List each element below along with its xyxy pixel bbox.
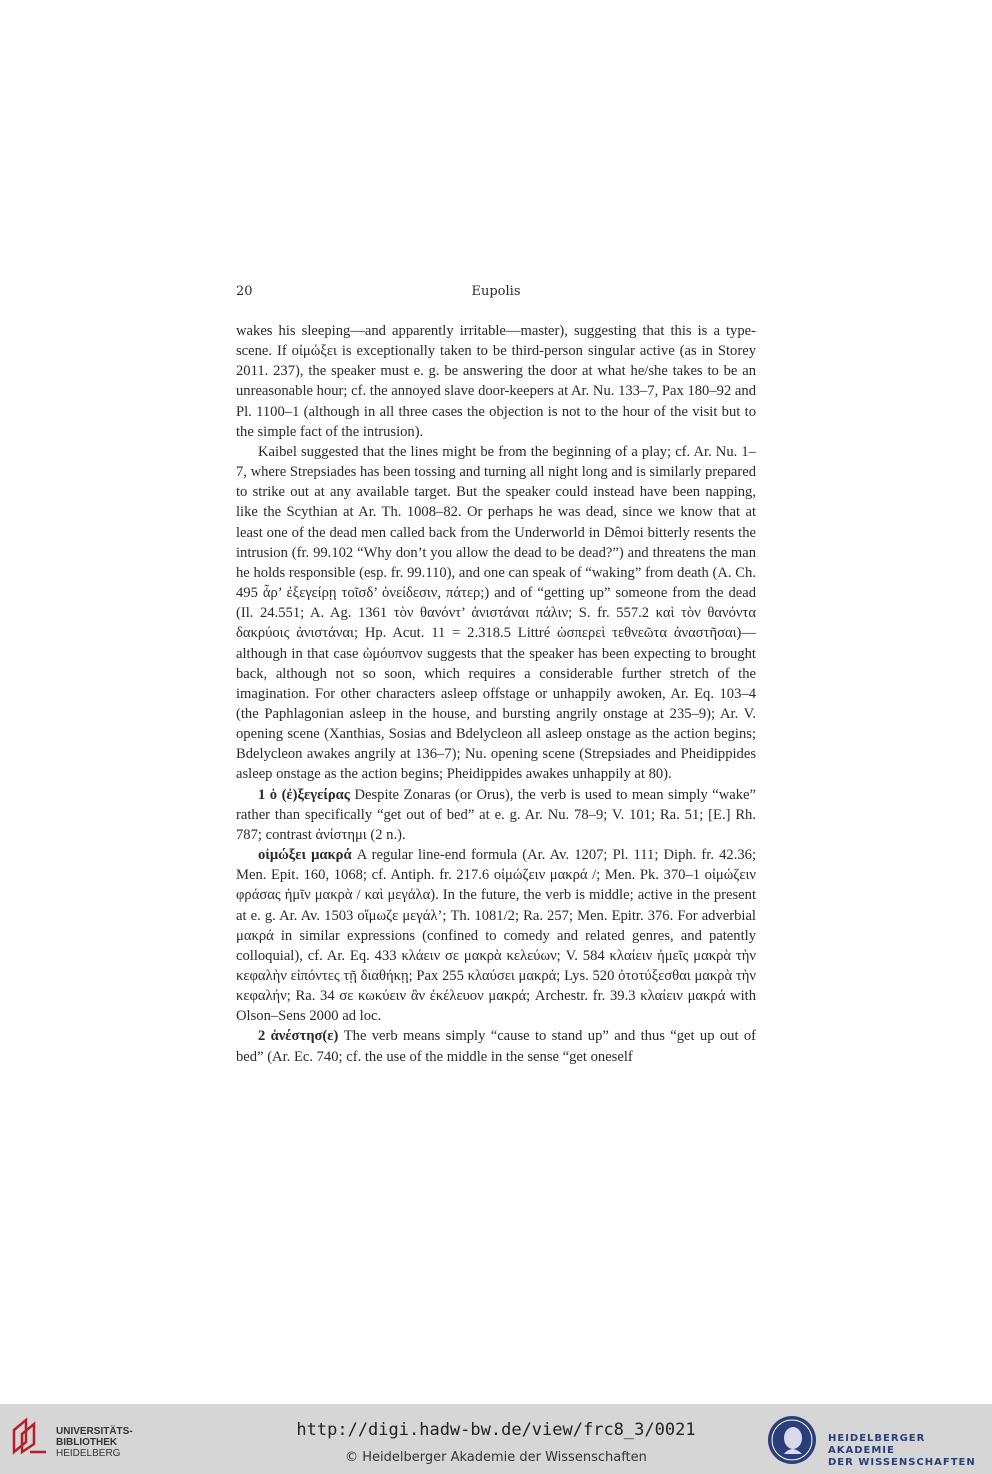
library-name: UNIVERSITÄTS- BIBLIOTHEK HEIDELBERG xyxy=(56,1426,133,1459)
footer-bar xyxy=(0,1404,992,1474)
academy-logo[interactable] xyxy=(766,1412,986,1468)
paragraph-1: wakes his sleeping—and apparently irritable—master), suggesting that this is a type-scene. If οἰμώξει is exceptionally taken to be third-person singular active (as in Storey 2011. 237), the speaker must e. g. be answering the door at what he/she takes to be an unreasonable hour; cf. the annoyed slave door-keepers at Ar. Nu. 133–7, Pax 180–92 and Pl. 1100–1 (although in all three cases the objection is not to the hour of the visit but to the simple fact of the intrusion). xyxy=(236,323,756,440)
copyright-notice: © Heidelberger Akademie der Wissenschaften xyxy=(345,1450,647,1465)
paragraph-2: Kaibel suggested that the lines might be from the beginning of a play; cf. Ar. Nu. 1–7, where Strepsiades has been tossing and turning all night long and is similarly prepared to strike out at any available target. But the speaker could instead have been napping, like the Scythian at Ar. Th. 1008–82. Or perhaps he was dead, since we know that at least one of the dead men called back from the Underworld in Dêmoi bitterly resents the intrusion (fr. 99.102 “Why don’t you allow the dead to be dead?”) and threatens the man he holds responsible (esp. fr. 99.110), and one can speak of “waking” from death (A. Ch. 495 ἆρ’ ἐξεγείρῃ τοῖσδ’ ὀνείδεσιν, πάτερ;) and of “getting up” someone from the dead (Il. 24.551; A. Ag. 1361 τὸν θανόντ’ ἀνιστάναι πάλιν; S. fr. 557.2 καὶ τὸν θανόντα δακρύοις ἀνιστάναι; Hp. Acut. 11 = 2.318.5 Littré ὡσπερεὶ τεθνεῶτα ἀναστῆσαι)—although in that case ὠμόυπνον suggests that the speaker has been expecting to brought back, although not so soon, which requires a considerable further stretch of the imagination. For other characters asleep offstage or unhappily awoken, Ar. Eq. 103–4 (the Paphlagonian asleep in the house, and bursting angrily onstage at 235–9); Ar. V. opening scene (Xanthias, Sosias and Bdelycleon all asleep onstage as the action begins; Bdelycleon awakes angrily at 136–7); Nu. opening scene (Strepsiades and Pheidippides asleep onstage as the action begins; Pheidippides awakes unhappily at 80). xyxy=(236,443,756,783)
lemma: 2 ἀνέστησ(ε) xyxy=(258,1028,339,1045)
note-line-1 xyxy=(236,785,756,845)
note-text: A regular line-end formula (Ar. Av. 1207; Pl. 111; Diph. fr. 42.36; Men. Epit. 160, 1068; cf. Antiph. fr. 217.6 οἰμώζειν μακρά /; Men. Pk. 370–1 οἰμώζειν φράσας ἡμῖν μακρὰ / καὶ μεγάλα). In the future, the verb is middle; active in the present at e. g. Ar. Av. 1503 οἴμωζε μεγάλ’; Th. 1081/2; Ra. 257; Men. Epitr. 376. For adverbial μακρά in similar expressions (confined to comedy and related genres, and patently colloquial), cf. Ar. Eq. 433 κλάειν σε μακρὰ κελεύων; V. 584 κλαίειν ἡμεῖς μακρὰ τὴν κεφαλὴν εἰπόντες τῇ διαθήκῃ; Pax 255 κλαύσει μακρά; Lys. 520 ὀτοτύξεσθαι μακρὰ τὴν κεφαλήν; Ra. 34 σε κωκύειν ἂν ἐκέλευον μακρά; Archestr. fr. 39.3 κλαίειν μακρά with Olson–Sens 2000 ad loc. xyxy=(236,847,757,1025)
page-number: 20 xyxy=(236,284,253,299)
academy-name: HEIDELBERGER AKADEMIE DER WISSENSCHAFTEN xyxy=(828,1433,976,1468)
academy-seal-icon xyxy=(766,1414,818,1466)
note-text: The verb means simply “cause to stand up” and thus “get up out of bed” (Ar. Ec. 740; cf. the use of the middle in the sense “get oneself xyxy=(236,1028,756,1065)
page-url-link[interactable]: http://digi.hadw-bw.de/view/frc8_3/0021 xyxy=(296,1420,696,1440)
page-header xyxy=(236,284,756,302)
note-line-2 xyxy=(236,1026,756,1066)
commentary-text xyxy=(236,321,756,1067)
lemma: οἰμώξει μακρά xyxy=(258,847,352,864)
lemma: 1 ὁ (ἐ)ξεγείρας xyxy=(258,786,350,803)
running-title: Eupolis xyxy=(471,284,521,299)
note-oimoxei xyxy=(236,845,756,1026)
note-text: Despite Zonaras (or Orus), the verb is used to mean simply “wake” rather than specifically “get out of bed” at e. g. Ar. Nu. 78–9; V. 101; Ra. 51; [E.] Rh. 787; contrast ἀνίστημι (2 n.). xyxy=(236,786,756,843)
